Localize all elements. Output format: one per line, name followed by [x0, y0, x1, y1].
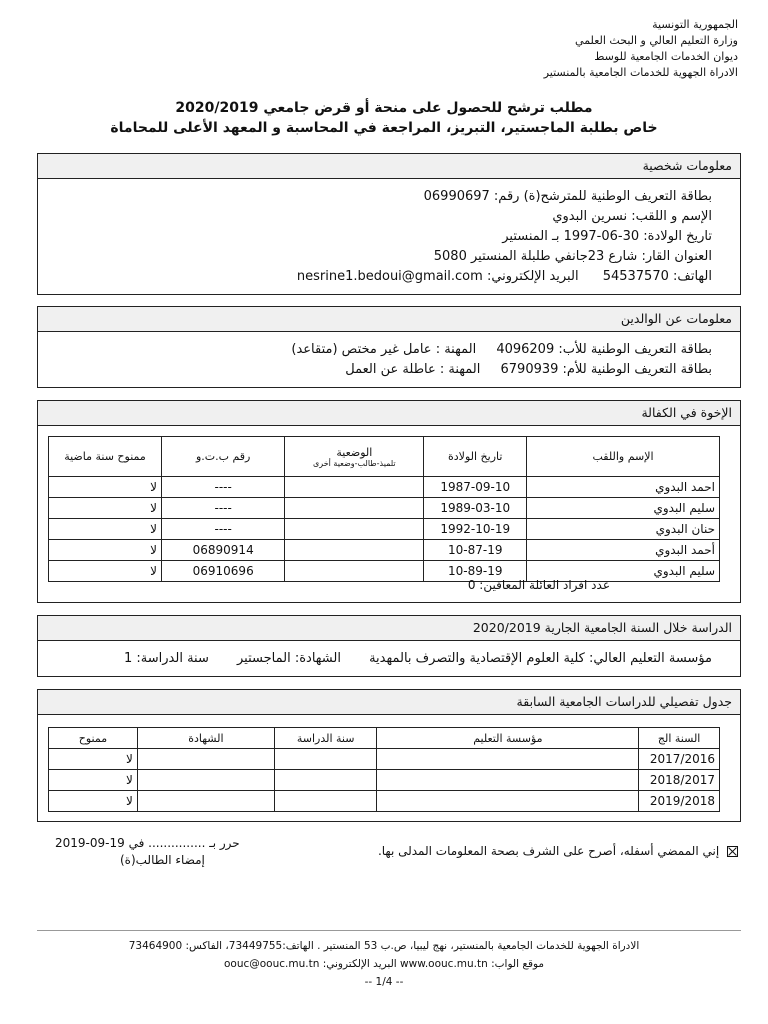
checked-box-icon[interactable]: [727, 846, 738, 857]
siblings-section: [37, 400, 741, 603]
address-line: العنوان القار: شارع 23جانفي طلبلة المنستير 5080: [433, 249, 712, 264]
col-bac: رقم ب.ت.و: [162, 437, 285, 477]
prev-year: 2019/2018: [639, 791, 720, 812]
previous-header-row: [49, 728, 720, 749]
father-id: بطاقة التعريف الوطنية للأب: 4096209: [496, 342, 712, 357]
prev-study-year: [274, 770, 377, 791]
sibling-birth: 1992-10-19: [424, 519, 527, 540]
disabled-count: عدد افراد العائلة المعاقين: 0: [467, 578, 610, 592]
sibling-granted: لا: [49, 561, 162, 582]
footer-web: موقع الواب: www.oouc.mu.tn البريد الإلكتروني: oouc@oouc.mu.tn: [223, 958, 545, 970]
table-row: [49, 519, 720, 540]
degree: الشهادة: الماجستير: [237, 651, 341, 666]
col-academic-year: السنة الج: [639, 728, 720, 749]
study-year: سنة الدراسة: 1: [124, 651, 209, 666]
siblings-header-row: [49, 437, 720, 477]
sibling-birth: 10-87-19: [424, 540, 527, 561]
personal-info-section: [37, 153, 741, 295]
prev-degree: [137, 791, 274, 812]
form-subtitle: خاص بطلبة الماجستير، التبريز، المراجعة في المحاسبة و المعهد الأعلى للمحاماة: [110, 120, 658, 136]
prev-study-year: [274, 749, 377, 770]
declaration: [378, 844, 738, 858]
prev-granted: لا: [49, 791, 138, 812]
previous-studies-section: [37, 689, 741, 822]
phone-value: 54537570: [602, 269, 669, 284]
parents-section: [37, 306, 741, 388]
col-granted: ممنوح سنة ماضية: [49, 437, 162, 477]
col-name: الإسم واللقب: [527, 437, 720, 477]
col-status: [285, 437, 424, 477]
siblings-table: [48, 436, 720, 582]
prev-degree: [137, 749, 274, 770]
parents-heading: معلومات عن الوالدين: [38, 307, 740, 332]
sibling-granted: لا: [49, 519, 162, 540]
sibling-name: سليم البدوي: [527, 498, 720, 519]
sibling-name: سليم البدوي: [527, 561, 720, 582]
sibling-status: [285, 477, 424, 498]
table-row: [49, 477, 720, 498]
previous-studies-table: [48, 727, 720, 812]
prev-degree: [137, 770, 274, 791]
col-status-sub: تلميذ-طالب-وضعية أخرى: [313, 458, 396, 468]
father-job: المهنة : عامل غير مختص (متقاعد): [291, 342, 477, 357]
candidate-name-line: الإسم و اللقب: نسرين البدوي: [552, 209, 712, 224]
col-degree: الشهادة: [137, 728, 274, 749]
prev-year: 2017/2016: [639, 749, 720, 770]
col-institution: مؤسسة التعليم: [377, 728, 639, 749]
current-study-heading: الدراسة خلال السنة الجامعية الجارية 2020/2019: [38, 616, 740, 641]
footer-address: الادراة الجهوية للخدمات الجامعية بالمنستير، نهج ليبيا، ص.ب 53 المنستير . الهاتف:73449755، الفاكس: 73464900: [128, 940, 640, 952]
table-row: [49, 498, 720, 519]
sibling-name: أحمد البدوي: [527, 540, 720, 561]
table-row: [49, 561, 720, 582]
sibling-status: [285, 561, 424, 582]
table-row: [49, 770, 720, 791]
table-row: [49, 540, 720, 561]
previous-studies-heading: جدول تفصيلي للدراسات الجامعية السابقة: [38, 690, 740, 715]
col-status-label: الوضعية: [336, 445, 373, 459]
institution: مؤسسة التعليم العالي: كلية العلوم الإقتصادية والتصرف بالمهدية: [369, 651, 712, 666]
current-study-section: [37, 615, 741, 677]
header-line-2: وزارة التعليم العالي و البحث العلمي: [575, 34, 738, 47]
siblings-heading: الإخوة في الكفالة: [38, 401, 740, 426]
prev-granted: لا: [49, 770, 138, 791]
sibling-birth: 1987-09-10: [424, 477, 527, 498]
current-study-line: [124, 651, 712, 666]
prev-institution: [377, 770, 639, 791]
footer-divider: [37, 930, 741, 931]
sibling-bac: ----: [162, 477, 285, 498]
col-prev-granted: ممنوح: [49, 728, 138, 749]
col-study-year: سنة الدراسة: [274, 728, 377, 749]
declaration-text: إني الممضي أسفله، أصرح على الشرف بصحة المعلومات المدلى بها.: [377, 844, 720, 858]
col-birth: تاريخ الولادة: [424, 437, 527, 477]
sibling-name: حنان البدوي: [527, 519, 720, 540]
candidate-id-line: بطاقة التعريف الوطنية للمترشح(ة) رقم: 06990697: [423, 189, 712, 204]
sibling-bac: 06890914: [162, 540, 285, 561]
email-label: البريد الإلكتروني:: [486, 269, 579, 284]
page-number: -- 1/4 --: [364, 976, 404, 988]
sibling-granted: لا: [49, 540, 162, 561]
sibling-granted: لا: [49, 477, 162, 498]
father-line: [291, 342, 712, 357]
sibling-bac: 06910696: [162, 561, 285, 582]
sibling-granted: لا: [49, 498, 162, 519]
sibling-status: [285, 498, 424, 519]
mother-id: بطاقة التعريف الوطنية للأم: 6790939: [500, 362, 712, 377]
mother-line: [345, 362, 712, 377]
birth-line: تاريخ الولادة: 30-06-1997 بـ المنستير: [502, 229, 712, 244]
sibling-birth: 1989-03-10: [424, 498, 527, 519]
sibling-bac: ----: [162, 519, 285, 540]
table-row: [49, 749, 720, 770]
contact-line: [297, 269, 712, 284]
phone-label: الهاتف:: [673, 269, 712, 284]
prev-institution: [377, 749, 639, 770]
sibling-status: [285, 540, 424, 561]
table-row: [49, 791, 720, 812]
form-title: مطلب ترشح للحصول على منحة أو قرض جامعي 2020/2019: [175, 100, 593, 116]
header-line-4: الادراة الجهوية للخدمات الجامعية بالمنستير: [543, 66, 738, 79]
email-value: nesrine1.bedoui@gmail.com: [296, 269, 483, 284]
header-line-3: ديوان الخدمات الجامعية للوسط: [594, 50, 738, 63]
prev-year: 2018/2017: [639, 770, 720, 791]
sibling-name: احمد البدوي: [527, 477, 720, 498]
prev-institution: [377, 791, 639, 812]
personal-info-heading: معلومات شخصية: [38, 154, 740, 179]
mother-job: المهنة : عاطلة عن العمل: [345, 362, 481, 377]
sibling-birth: 10-89-19: [424, 561, 527, 582]
done-at: حرر بـ ............... في 19-09-2019: [55, 836, 240, 850]
prev-study-year: [274, 791, 377, 812]
student-signature-label: إمضاء الطالب(ة): [120, 853, 205, 867]
sibling-status: [285, 519, 424, 540]
header-line-1: الجمهورية التونسية: [652, 18, 738, 31]
sibling-bac: ----: [162, 498, 285, 519]
prev-granted: لا: [49, 749, 138, 770]
